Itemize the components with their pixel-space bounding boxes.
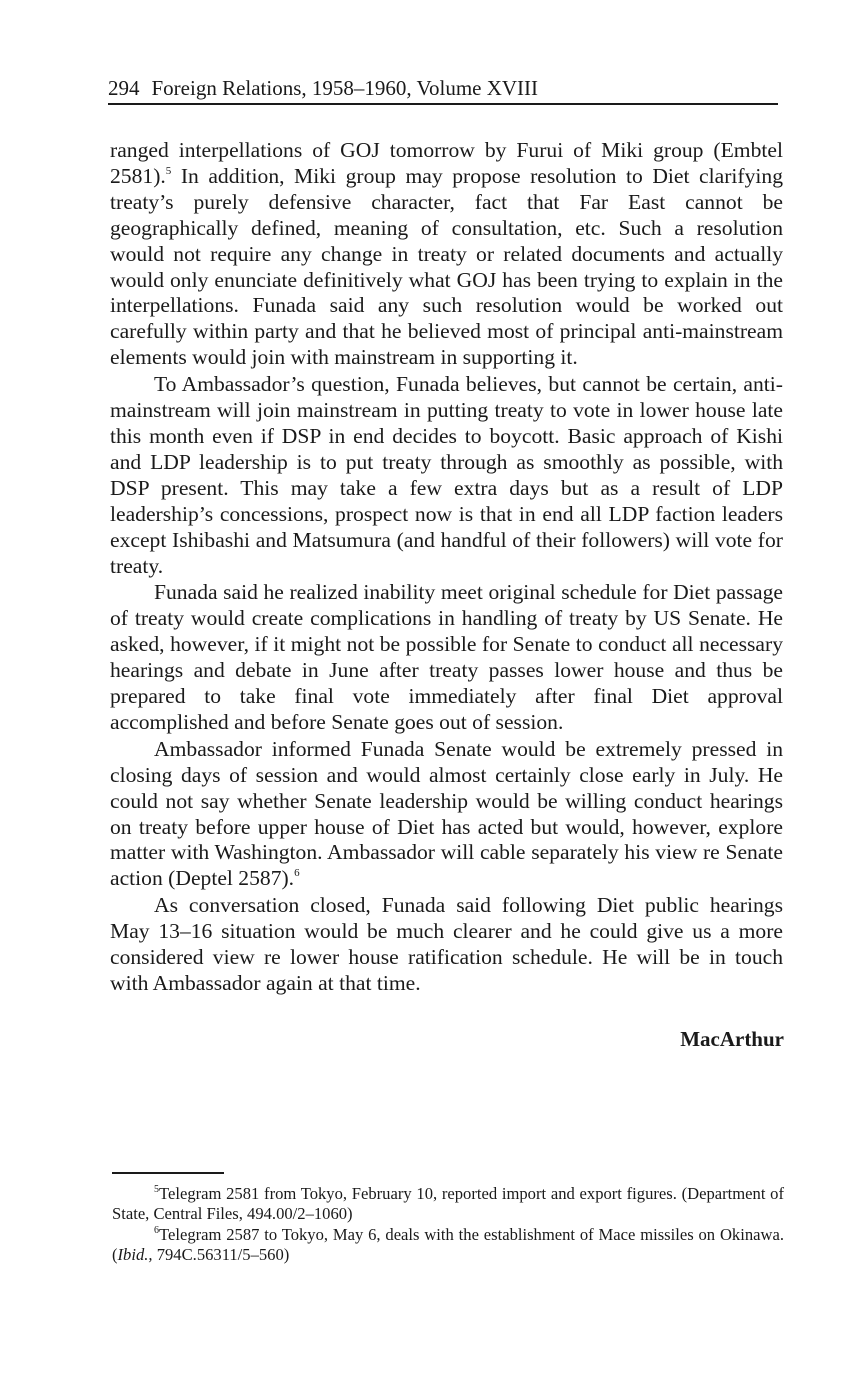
paragraph-5: As conversation closed, Funada said following Diet public hearings May 13–16 situation would be much clearer and he could give us a more considered view re lower house ratification schedule. He will be in touch with Ambassador again at that time. [110, 893, 783, 995]
footnote-divider [112, 1172, 224, 1174]
paragraph-1-text-b: In addition, Miki group may propose resolution to Diet clarifying treaty’s purely defensive character, fact that Far East cannot be geographically defined, meaning of consultation, etc. Such a resolution would not require any change in treaty or related documents and actually would only enunciate definitively what GOJ has been trying to explain in the interpellations. Funada said any such resolution would be worked out carefully within party and that he believed most of principal anti-mainstream elements would join with mainstream in supporting it. [110, 163, 783, 370]
paragraph-2: To Ambassador’s question, Funada believes, but cannot be certain, anti-mainstream will join mainstream in putting treaty to vote in lower house late this month even if DSP in end decides to boycott. Basic approach of Kishi and LDP leadership is to put treaty through as smoothly as possible, with DSP present. This may take a few extra days but as a result of LDP leadership’s concessions, prospect now is that in end all LDP faction leaders except Ishibashi and Matsumura (and handful of their followers) will vote for treaty. [110, 372, 783, 578]
footnote-5-text: Telegram 2581 from Tokyo, February 10, reported import and export figures. (Department of State, Central Files, 494.00/2–1060) [112, 1184, 784, 1223]
paragraph-4 [110, 737, 783, 892]
page-number: 294 [108, 76, 140, 100]
document-body [110, 138, 783, 998]
paragraph-1 [110, 138, 783, 371]
footnote-6-number: 6 [154, 1225, 159, 1236]
volume-title: Foreign Relations, 1958–1960, Volume XVIII [151, 76, 539, 100]
footnote-6 [112, 1225, 784, 1264]
footnotes [112, 1184, 784, 1266]
footnote-6-text-b: 794C.56311/5–560) [152, 1244, 290, 1264]
paragraph-3: Funada said he realized inability meet original schedule for Diet passage of treaty would create complications in handling of treaty by US Senate. He asked, however, if it might not be possible for Senate to conduct all necessary hearings and debate in June after treaty passes lower house and thus be prepared to take final vote immediately after final Diet approval accomplished and before Senate goes out of session. [110, 580, 783, 734]
footnote-6-ibid: Ibid., [117, 1244, 153, 1264]
running-header [108, 76, 778, 105]
paragraph-4-text: Ambassador informed Funada Senate would be extremely pressed in closing days of session and would almost certainly close early in July. He could not say whether Senate leadership would be willing conduct hearings on treaty before upper house of Diet has acted but would, however, explore matter with Washington. Ambassador will cable separately his view re Senate action (Deptel 2587). [110, 736, 783, 891]
footnote-ref-6: 6 [294, 867, 300, 880]
signature: MacArthur [680, 1027, 784, 1051]
footnote-5-number: 5 [154, 1184, 159, 1195]
footnote-6-text-a: Telegram 2587 to Tokyo, May 6, deals with the establishment of Mace missiles on Okinawa. ( [112, 1225, 784, 1264]
footnote-ref-5: 5 [165, 164, 172, 177]
paragraph-1-text-a: ranged interpellations of GOJ tomorrow by Furui of Miki group (Embtel 2581). [110, 138, 783, 188]
footnote-5 [112, 1184, 784, 1223]
